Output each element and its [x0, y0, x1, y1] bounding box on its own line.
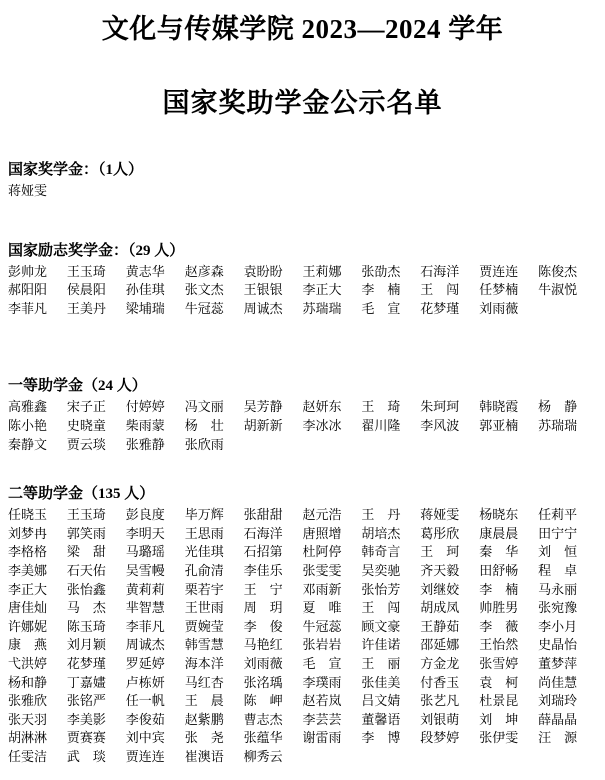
- student-name: 胡新新: [243, 417, 283, 433]
- student-name: 李 薇: [479, 618, 519, 634]
- student-name: 马红杏: [184, 674, 224, 690]
- student-name: 赵元浩: [302, 507, 342, 523]
- student-name: 陈俊杰: [538, 263, 578, 279]
- student-name: 宋子正: [66, 399, 106, 415]
- student-name: 武 琰: [66, 748, 106, 764]
- student-name: 柳秀云: [243, 748, 283, 764]
- name-list-national-encouragement-scholarship: [8, 263, 597, 319]
- student-name: 李冰冰: [302, 417, 342, 433]
- document-title-line2: 国家奖助学金公示名单: [162, 88, 443, 118]
- student-name: 杨晓东: [479, 507, 519, 523]
- student-name: 齐天毅: [420, 562, 460, 578]
- student-name: 贾连连: [479, 263, 519, 279]
- student-name: 柴雨蒙: [125, 417, 165, 433]
- student-name: 石海洋: [420, 263, 460, 279]
- student-name: 彭良度: [125, 507, 165, 523]
- student-name: 许佳诺: [361, 637, 401, 653]
- student-name: 吴雪幔: [125, 562, 165, 578]
- student-name: 弋洪婷: [8, 655, 48, 671]
- student-name: 杜阿停: [302, 544, 342, 560]
- student-name: 苏瑞瑞: [538, 417, 578, 433]
- name-row: [8, 599, 597, 618]
- student-name: 赵若岚: [302, 693, 342, 709]
- student-name: 王 晨: [184, 693, 224, 709]
- student-name: 夏 唯: [302, 600, 342, 616]
- student-name: 王莉娜: [302, 263, 342, 279]
- name-row: [8, 655, 597, 674]
- student-name: 毛 宣: [361, 300, 401, 316]
- student-name: 高雅鑫: [8, 399, 48, 415]
- name-row: [8, 636, 597, 655]
- student-name: 石海洋: [243, 525, 283, 541]
- student-name: 李风波: [420, 417, 460, 433]
- student-name: 袁盼盼: [243, 263, 283, 279]
- student-name: 罗延婷: [125, 655, 165, 671]
- student-name: 吴芳静: [243, 399, 283, 415]
- student-name: 李 博: [361, 730, 401, 746]
- student-name: 李璞雨: [302, 674, 342, 690]
- student-name: 段梦婷: [420, 730, 460, 746]
- student-name: 李佳乐: [243, 562, 283, 578]
- student-name: 海本洋: [184, 655, 224, 671]
- student-name: 刘银萌: [420, 711, 460, 727]
- section-heading-national-encouragement-scholarship: 国家励志奖学金：（29 人）: [8, 242, 185, 259]
- student-name: 李美影: [66, 711, 106, 727]
- student-name: 唐照增: [302, 525, 342, 541]
- student-name: 付香玉: [420, 674, 460, 690]
- name-row: [8, 543, 597, 562]
- name-row: [8, 281, 597, 300]
- student-name: 郭笑雨: [66, 525, 106, 541]
- student-name: 光佳琪: [184, 544, 224, 560]
- student-name: 付婷婷: [125, 399, 165, 415]
- student-name: 王 闯: [420, 282, 460, 298]
- student-name: 张文杰: [184, 282, 224, 298]
- student-name: 李俊茹: [125, 711, 165, 727]
- student-name: 马艳红: [243, 637, 283, 653]
- section-heading-first-class-grant: 一等助学金（24 人）: [8, 378, 147, 395]
- student-name: 杨 壮: [184, 417, 224, 433]
- student-name: 韩晓霞: [479, 399, 519, 415]
- document-title-line1: 文化与传媒学院 2023—2024 学年: [101, 14, 504, 44]
- section-second-class-grant: [8, 484, 597, 766]
- student-name: 帅胜男: [479, 600, 519, 616]
- student-name: 孙佳琪: [125, 282, 165, 298]
- student-name: 张伊雯: [479, 730, 519, 746]
- student-name: 袁 柯: [479, 674, 519, 690]
- student-name: 张蕴华: [243, 730, 283, 746]
- student-name: 石招第: [243, 544, 283, 560]
- student-name: 王世雨: [184, 600, 224, 616]
- student-name: 康 燕: [8, 637, 48, 653]
- student-name: 石天佑: [66, 562, 106, 578]
- student-name: 王思雨: [184, 525, 224, 541]
- student-name: 康晨晨: [479, 525, 519, 541]
- name-row: [8, 436, 597, 455]
- student-name: 张雅静: [125, 436, 165, 452]
- student-name: 刘雨薇: [479, 300, 519, 316]
- student-name: 张怡鑫: [66, 581, 106, 597]
- student-name: 黄莉莉: [125, 581, 165, 597]
- student-name: 王玉琦: [66, 263, 106, 279]
- student-name: 李美娜: [8, 562, 48, 578]
- name-row: [8, 525, 597, 544]
- name-row: [8, 300, 597, 319]
- student-name: 刘中宾: [125, 730, 165, 746]
- student-name: 杜景昆: [479, 693, 519, 709]
- name-row: [8, 506, 597, 525]
- student-name: 黄志华: [125, 263, 165, 279]
- student-name: 翟川隆: [361, 417, 401, 433]
- name-row: [8, 729, 597, 748]
- student-name: 史晶怡: [538, 637, 578, 653]
- student-name: 任莉平: [538, 507, 578, 523]
- name-row: [8, 417, 597, 436]
- student-name: 李正大: [302, 282, 342, 298]
- student-name: 李明天: [125, 525, 165, 541]
- student-name: 李 楠: [361, 282, 401, 298]
- name-row: [8, 748, 597, 767]
- student-name: 李菲凡: [8, 300, 48, 316]
- student-name: 刘继姣: [420, 581, 460, 597]
- student-name: 胡淋淋: [8, 730, 48, 746]
- student-name: 赵紫鹏: [184, 711, 224, 727]
- student-name: 李芸芸: [302, 711, 342, 727]
- student-name: 任一帆: [125, 693, 165, 709]
- student-name: 唐佳灿: [8, 600, 48, 616]
- student-name: 任晓玉: [8, 507, 48, 523]
- student-name: 侯晨阳: [66, 282, 106, 298]
- student-name: 张宛豫: [538, 600, 578, 616]
- student-name: 周诚杰: [243, 300, 283, 316]
- student-name: 刘瑞玲: [538, 693, 578, 709]
- student-name: 李小月: [538, 618, 578, 634]
- student-name: 苏瑞瑞: [302, 300, 342, 316]
- section-heading-national-scholarship: 国家奖学金：（1人）: [8, 162, 144, 178]
- name-list-second-class-grant: [8, 506, 597, 766]
- student-name: 牛淑悦: [538, 282, 578, 298]
- name-list-first-class-grant: [8, 398, 597, 454]
- student-name: 秦静文: [8, 436, 48, 452]
- student-name: 周诚杰: [125, 637, 165, 653]
- student-name: 蒋娅雯: [420, 507, 460, 523]
- student-name: 王 闯: [361, 600, 401, 616]
- student-name: 张洺瑀: [243, 674, 283, 690]
- student-name: 胡培杰: [361, 525, 401, 541]
- name-row: [8, 711, 597, 730]
- student-name: 王玉琦: [66, 507, 106, 523]
- student-name: 王 琦: [361, 399, 401, 415]
- student-name: 王怡然: [479, 637, 519, 653]
- name-row: [8, 263, 597, 282]
- student-name: 蒋娅雯: [8, 183, 48, 198]
- student-name: 葛彤欣: [420, 525, 460, 541]
- student-name: 朱珂珂: [420, 399, 460, 415]
- name-row: [8, 674, 597, 693]
- student-name: 刘 坤: [479, 711, 519, 727]
- student-name: 张艺凡: [420, 693, 460, 709]
- student-name: 汪 源: [538, 730, 578, 746]
- student-name: 顾文豪: [361, 618, 401, 634]
- student-name: 许娜妮: [8, 618, 48, 634]
- student-name: 陈玉琦: [66, 618, 106, 634]
- student-name: 崔澳语: [184, 748, 224, 764]
- student-name: 任雯洁: [8, 748, 48, 764]
- student-name: 刘月颖: [66, 637, 106, 653]
- student-name: 李正大: [8, 581, 48, 597]
- student-name: 彭帅龙: [8, 263, 48, 279]
- student-name: 杨和静: [8, 674, 48, 690]
- student-name: 张甜甜: [243, 507, 283, 523]
- student-name: 郭亚楠: [479, 417, 519, 433]
- student-name: 张怡芳: [361, 581, 401, 597]
- student-name: 刘 恒: [538, 544, 578, 560]
- student-name: 董梦萍: [538, 655, 578, 671]
- student-name: 郝阳阳: [8, 282, 48, 298]
- student-name: 杨 静: [538, 399, 578, 415]
- student-name: 马璐瑶: [125, 544, 165, 560]
- section-national-encouragement-scholarship: [8, 241, 597, 319]
- student-name: 张雯雯: [302, 562, 342, 578]
- student-name: 胡成凤: [420, 600, 460, 616]
- student-name: 刘雨薇: [243, 655, 283, 671]
- name-row: [8, 398, 597, 417]
- name-row: [8, 692, 597, 711]
- student-name: 栗若宇: [184, 581, 224, 597]
- student-name: 邵延娜: [420, 637, 460, 653]
- student-name: 张铭严: [66, 693, 106, 709]
- student-name: 花梦瑾: [66, 655, 106, 671]
- student-name: 赵彦森: [184, 263, 224, 279]
- student-name: 王 丽: [361, 655, 401, 671]
- student-name: 马永丽: [538, 581, 578, 597]
- student-name: 方金龙: [420, 655, 460, 671]
- student-name: 史晓童: [66, 417, 106, 433]
- student-name: 毕万辉: [184, 507, 224, 523]
- student-name: 刘梦冉: [8, 525, 48, 541]
- student-name: 毛 宣: [302, 655, 342, 671]
- student-name: 王 珂: [420, 544, 460, 560]
- student-name: 李菲凡: [125, 618, 165, 634]
- student-name: 吕文婧: [361, 693, 401, 709]
- student-name: 陈 岬: [243, 693, 283, 709]
- student-name: 张 尧: [184, 730, 224, 746]
- student-name: 梁埔瑞: [125, 300, 165, 316]
- name-row: [8, 562, 597, 581]
- student-name: 秦 华: [479, 544, 519, 560]
- student-name: 贾赛赛: [66, 730, 106, 746]
- student-name: 谢雷雨: [302, 730, 342, 746]
- student-name: 田宁宁: [538, 525, 578, 541]
- student-name: 贾连连: [125, 748, 165, 764]
- student-name: 贾婉莹: [184, 618, 224, 634]
- student-name: 吴奕驰: [361, 562, 401, 578]
- student-name: 王 宁: [243, 581, 283, 597]
- student-name: 马 杰: [66, 600, 106, 616]
- student-name: 张天羽: [8, 711, 48, 727]
- student-name: 王银银: [243, 282, 283, 298]
- name-row: [8, 182, 597, 201]
- student-name: 任梦楠: [479, 282, 519, 298]
- student-name: 芈智慧: [125, 600, 165, 616]
- name-row: [8, 581, 597, 600]
- student-name: 薛晶晶: [538, 711, 578, 727]
- student-name: 花梦瑾: [420, 300, 460, 316]
- student-name: 陈小艳: [8, 417, 48, 433]
- student-name: 牛冠蕊: [302, 618, 342, 634]
- student-name: 孔俞清: [184, 562, 224, 578]
- name-list-national-scholarship: [8, 182, 597, 201]
- student-name: 韩奇言: [361, 544, 401, 560]
- student-name: 尚佳慧: [538, 674, 578, 690]
- student-name: 董馨语: [361, 711, 401, 727]
- student-name: 邓雨新: [302, 581, 342, 597]
- student-name: 张岩岩: [302, 637, 342, 653]
- section-heading-second-class-grant: 二等助学金（135 人）: [8, 486, 155, 503]
- student-name: 张雅欣: [8, 693, 48, 709]
- student-name: 丁嘉嫿: [66, 674, 106, 690]
- student-name: 卢栋妍: [125, 674, 165, 690]
- student-name: 田舒畅: [479, 562, 519, 578]
- student-name: 贾云琰: [66, 436, 106, 452]
- student-name: 牛冠蕊: [184, 300, 224, 316]
- student-name: 张劭杰: [361, 263, 401, 279]
- student-name: 张雪婷: [479, 655, 519, 671]
- student-name: 赵妍东: [302, 399, 342, 415]
- section-first-class-grant: [8, 376, 597, 454]
- student-name: 李 俊: [243, 618, 283, 634]
- student-name: 冯文丽: [184, 399, 224, 415]
- student-name: 王 丹: [361, 507, 401, 523]
- student-name: 梁 甜: [66, 544, 106, 560]
- student-name: 李 楠: [479, 581, 519, 597]
- student-name: 张欣雨: [184, 436, 224, 452]
- student-name: 曹志杰: [243, 711, 283, 727]
- student-name: 李格格: [8, 544, 48, 560]
- student-name: 王美丹: [66, 300, 106, 316]
- student-name: 周 玥: [243, 600, 283, 616]
- student-name: 韩雪慧: [184, 637, 224, 653]
- student-name: 程 卓: [538, 562, 578, 578]
- student-name: 张佳美: [361, 674, 401, 690]
- student-name: 王静茹: [420, 618, 460, 634]
- section-national-scholarship: [8, 160, 597, 201]
- name-row: [8, 618, 597, 637]
